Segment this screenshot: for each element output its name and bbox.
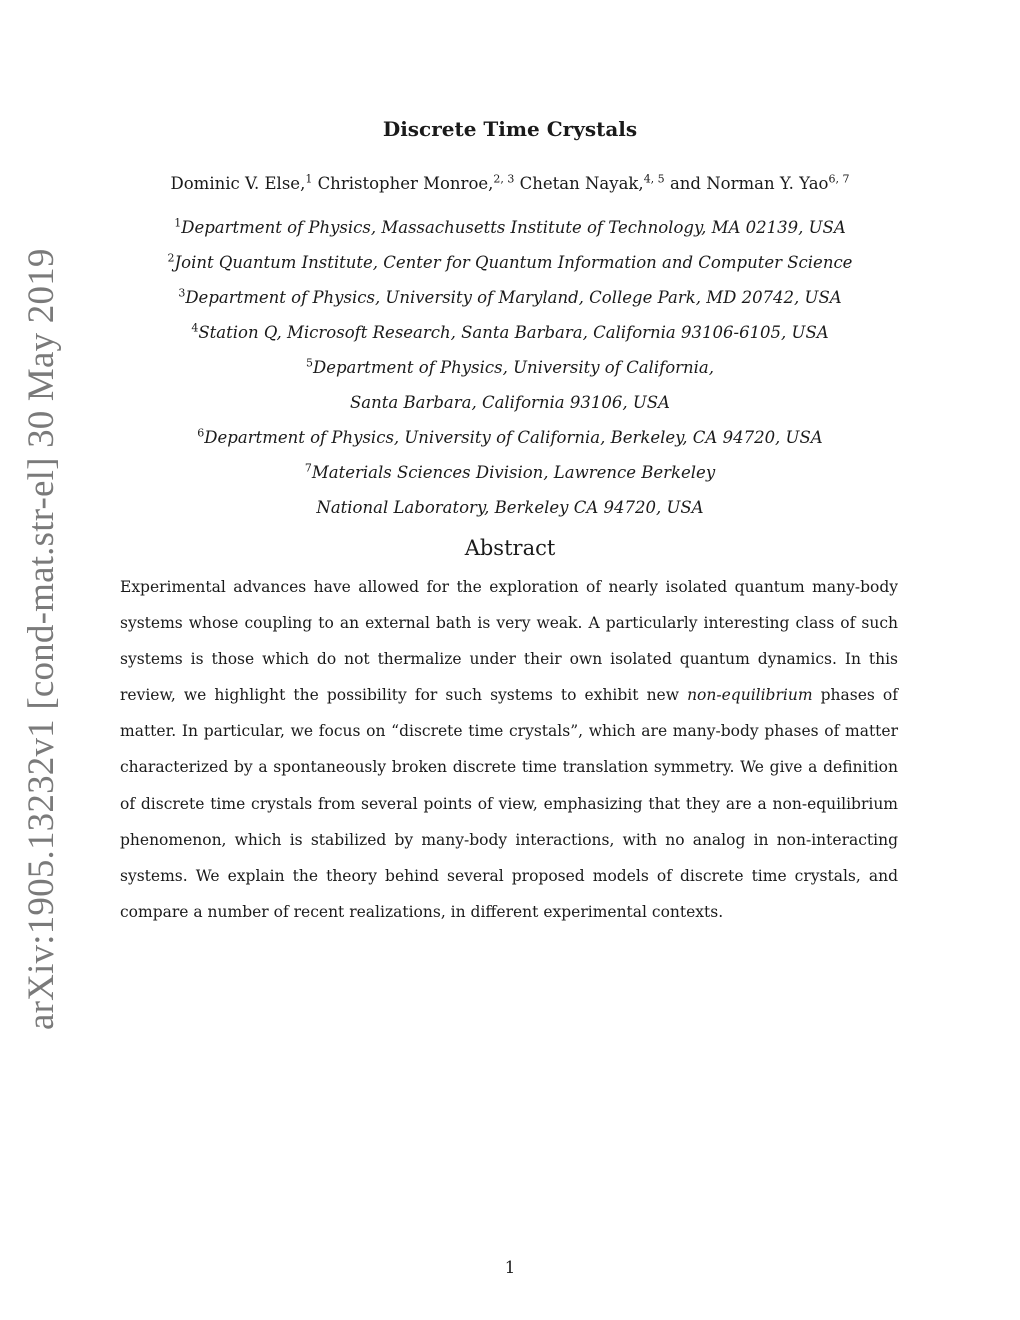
affiliation-text: National Laboratory, Berkeley CA 94720, USA (316, 498, 704, 517)
affiliation-line (100, 388, 920, 423)
affiliation-line (100, 283, 920, 318)
page-number: 1 (504, 1258, 516, 1277)
affiliation-marker: 2 (167, 251, 175, 265)
author-affiliation-marker: 6, 7 (828, 172, 850, 186)
affiliation-line (100, 493, 920, 528)
affiliation-marker: 1 (174, 216, 182, 230)
author-name: Christopher Monroe, (317, 174, 494, 193)
abstract-line: characterized by a spontaneously broken discrete time translation symmetry. We give a definition (120, 758, 898, 777)
abstract-line: systems is those which do not thermalize under their own isolated quantum dynamics. In this (120, 650, 898, 669)
author-name: Dominic V. Else, (170, 174, 306, 193)
abstract-line-text: review, we highlight the possibility for such systems to exhibit new (120, 686, 688, 705)
affiliation-line (100, 353, 920, 388)
abstract-line-text: phases of (812, 686, 898, 705)
author-list (100, 174, 920, 193)
abstract-line (120, 680, 898, 716)
author-name: Chetan Nayak, (519, 174, 644, 193)
abstract-body (120, 572, 898, 933)
affiliation-text: Santa Barbara, California 93106, USA (350, 393, 670, 412)
affiliation-text: Materials Sciences Division, Lawrence Berkeley (311, 463, 716, 482)
abstract-heading: Abstract (464, 536, 556, 560)
abstract-line: matter. In particular, we focus on “discrete time crystals”, which are many-body phases of matter (120, 722, 898, 741)
abstract-line: systems. We explain the theory behind several proposed models of discrete time crystals, and (120, 866, 898, 885)
affiliation-marker: 5 (305, 356, 313, 370)
affiliation-marker: 7 (304, 461, 312, 475)
affiliation-line (100, 318, 920, 353)
author-name: and Norman Y. Yao (669, 174, 829, 193)
affiliation-marker: 4 (191, 321, 199, 335)
affiliation-text: Joint Quantum Institute, Center for Quantum Information and Computer Science (174, 253, 853, 272)
author-affiliation-marker: 4, 5 (643, 172, 665, 186)
affiliation-line (100, 458, 920, 493)
affiliation-line (100, 213, 920, 248)
emphasized-term: non-equilibrium (687, 686, 813, 705)
abstract-line: compare a number of recent realizations, in different experimental contexts. (120, 902, 724, 921)
abstract-line: phenomenon, which is stabilized by many-body interactions, with no analog in non-interacting (120, 830, 898, 849)
affiliation-text: Department of Physics, University of Maryland, College Park, MD 20742, USA (185, 288, 842, 307)
abstract-line: systems whose coupling to an external bath is very weak. A particularly interesting class of such (120, 614, 898, 633)
arxiv-identifier-stamp: arXiv:1905.13232v1 [cond-mat.str-el] 30 May 2019 (21, 248, 62, 1030)
abstract-line: of discrete time crystals from several points of view, emphasizing that they are a non-equilibrium (120, 794, 898, 813)
affiliation-text: Station Q, Microsoft Research, Santa Barbara, California 93106-6105, USA (198, 323, 829, 342)
affiliation-marker: 6 (197, 426, 205, 440)
paper-title: Discrete Time Crystals (382, 117, 638, 141)
affiliation-list (100, 213, 920, 528)
affiliation-line (100, 423, 920, 458)
affiliation-text: Department of Physics, University of California, Berkeley, CA 94720, USA (204, 428, 823, 447)
author-affiliation-marker: 1 (305, 172, 313, 186)
affiliation-text: Department of Physics, Massachusetts Institute of Technology, MA 02139, USA (181, 218, 846, 237)
affiliation-line (100, 248, 920, 283)
affiliation-text: Department of Physics, University of California, (312, 358, 715, 377)
affiliation-marker: 3 (178, 286, 186, 300)
author-affiliation-marker: 2, 3 (493, 172, 515, 186)
abstract-line: Experimental advances have allowed for the exploration of nearly isolated quantum many-body (120, 578, 898, 596)
